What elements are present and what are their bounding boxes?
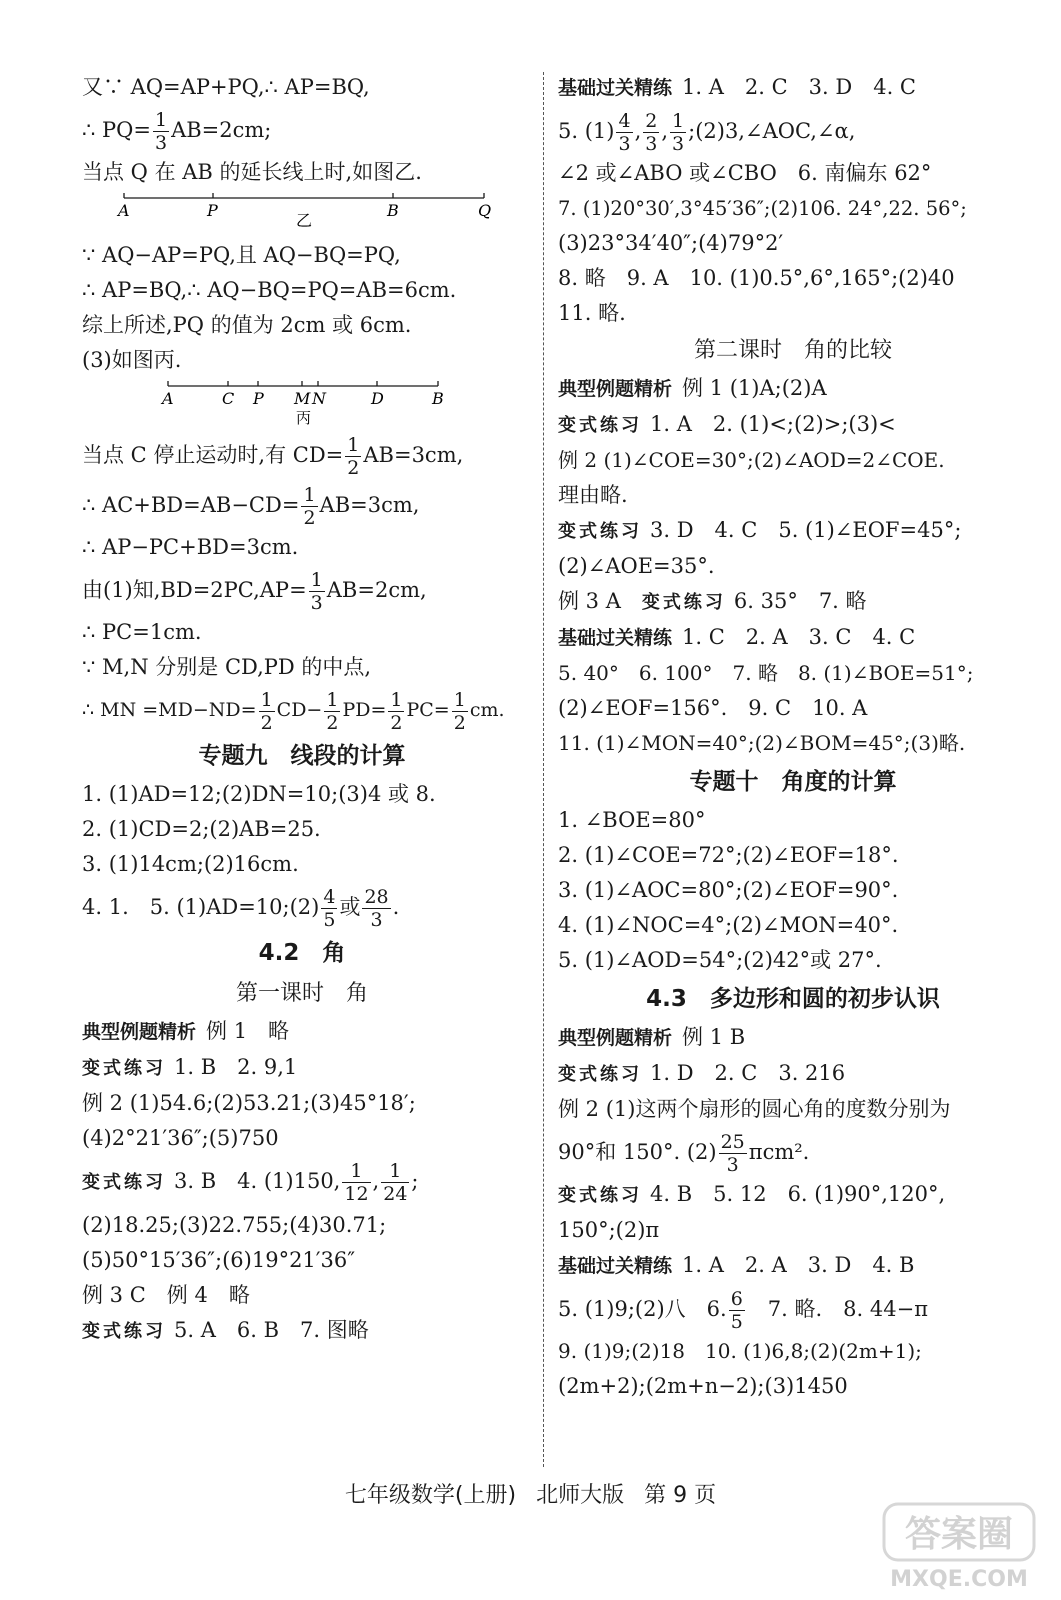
text-line	[82, 1313, 522, 1349]
text-line	[558, 70, 1028, 106]
formula-line	[82, 430, 522, 480]
text-line	[558, 1177, 1028, 1213]
point-label: P	[253, 389, 264, 408]
text-line: (2)∠AOE=35°.	[558, 554, 715, 578]
text-line: 例 2 (1)这两个扇形的圆心角的度数分别为	[558, 1097, 951, 1121]
fraction	[643, 110, 659, 155]
section-label: 变式练习	[558, 521, 642, 542]
text: .	[392, 895, 400, 919]
fraction	[719, 1131, 747, 1176]
text-line: 理由略.	[558, 483, 628, 507]
watermark-logo	[880, 1500, 1040, 1595]
text: 90°和 150°. (2)	[558, 1140, 717, 1164]
text-line: 7. (1)20°30′,3°45′36″;(2)106. 24°,22. 56°;	[558, 197, 967, 220]
fraction	[153, 109, 169, 154]
text-line: ∠2 或∠ABO 或∠CBO 6. 南偏东 62°	[558, 161, 932, 185]
point-label: B	[432, 389, 444, 408]
text-line: 4. (1)∠NOC=4°;(2)∠MON=40°.	[558, 913, 899, 937]
text-line: 5. 40° 6. 100° 7. 略 8. (1)∠BOE=51°;	[558, 661, 974, 685]
text-line	[558, 1056, 1028, 1092]
text-line	[558, 1248, 1028, 1284]
denominator: 24	[383, 1183, 408, 1205]
numerator: 1	[390, 688, 403, 711]
denominator: 2	[303, 507, 316, 529]
text: 例 1 略	[206, 1019, 290, 1043]
numerator: 1	[260, 688, 273, 711]
text-line: 当点 Q 在 AB 的延长线上时,如图乙.	[82, 160, 422, 184]
denominator: 2	[347, 457, 360, 479]
text-line: 3. (1)14cm;(2)16cm.	[82, 852, 299, 876]
text: PC=	[406, 699, 450, 721]
text: ,	[372, 1169, 380, 1193]
text: ∴ AC+BD=AB−CD=	[82, 493, 300, 517]
text: ∴ MN =MD−ND=	[82, 699, 257, 721]
svg-text:MXQE.COM: MXQE.COM	[890, 1567, 1028, 1592]
text-line: 例 3 C 例 4 略	[82, 1283, 250, 1307]
text-line: 1. ∠BOE=80°	[558, 808, 706, 832]
text-line: 2. (1)CD=2;(2)AB=25.	[82, 817, 321, 841]
point-label: Q	[478, 201, 492, 220]
fraction	[301, 484, 317, 529]
text: ,	[661, 119, 669, 143]
text-line: ∴ AP−PC+BD=3cm.	[82, 535, 299, 559]
text: 例 3 A	[558, 589, 621, 613]
text-line	[558, 584, 1028, 620]
left-column	[82, 70, 522, 1349]
text: 1. D 2. C 3. 216	[650, 1061, 846, 1085]
point-label: P	[207, 201, 218, 220]
text: 例 1 (1)A;(2)A	[682, 376, 827, 400]
denominator: 2	[260, 711, 273, 734]
denominator: 2	[390, 711, 403, 734]
denominator: 3	[370, 909, 383, 931]
formula-line	[82, 685, 522, 735]
text: 1. A 2. A 3. D 4. B	[682, 1253, 915, 1277]
numerator: 2	[645, 110, 658, 132]
text-line: 例 2 (1)∠COE=30°;(2)∠AOD=2∠COE.	[558, 448, 945, 472]
denominator: 12	[344, 1183, 369, 1205]
figure-bing	[82, 378, 522, 430]
lesson-heading: 第二课时 角的比较	[693, 338, 892, 363]
figure-caption: 乙	[296, 211, 313, 230]
denominator: 5	[730, 1311, 743, 1333]
numerator: 28	[364, 886, 389, 908]
text-line: 11. (1)∠MON=40°;(2)∠BOM=45°;(3)略.	[558, 731, 966, 755]
numerator: 1	[381, 1160, 409, 1183]
denominator: 2	[453, 711, 466, 734]
text-line	[82, 1050, 522, 1086]
fraction	[309, 569, 325, 614]
text-line	[558, 513, 1028, 549]
text-line: (2m+2);(2m+n−2);(3)1450	[558, 1374, 848, 1398]
text-line	[558, 371, 1028, 407]
text: ;(2)3,∠AOC,∠α,	[688, 119, 856, 143]
book-title: 七年级数学(上册)	[344, 1483, 517, 1508]
segment-diagram	[82, 190, 502, 238]
section-label: 基础过关精练	[558, 1255, 673, 1277]
section-heading: 4.3 多边形和圆的初步认识	[646, 986, 940, 1012]
text: AB=2cm,	[326, 578, 427, 602]
text: 5. (1)	[558, 119, 615, 143]
denominator: 3	[618, 133, 631, 155]
text: 例 1 B	[682, 1025, 746, 1049]
text-line: ∴ AP=BQ,∴ AQ−BQ=PQ=AB=6cm.	[82, 278, 457, 302]
text-line: (3)23°34′40″;(4)79°2′	[558, 231, 784, 255]
text-line: (2)∠EOF=156°. 9. C 10. A	[558, 696, 868, 720]
text-line: 又∵ AQ=AP+PQ,∴ AP=BQ,	[82, 75, 370, 99]
denominator: 3	[726, 1154, 739, 1176]
figure-yi	[82, 190, 522, 238]
fraction	[345, 434, 361, 479]
column-divider	[543, 72, 544, 1467]
text-line: ∵ M,N 分别是 CD,PD 的中点,	[82, 655, 372, 679]
point-label: N	[312, 389, 326, 408]
denominator: 3	[672, 133, 685, 155]
text: 当点 C 停止运动时,有 CD=	[82, 443, 344, 467]
point-label: A	[162, 389, 174, 408]
text-line: (2)18.25;(3)22.755;(4)30.71;	[82, 1213, 387, 1237]
fraction	[729, 1288, 745, 1333]
point-label: A	[118, 201, 130, 220]
fraction	[259, 689, 275, 734]
text: 4. B 5. 12 6. (1)90°,120°,	[650, 1182, 946, 1206]
section-label: 基础过关精练	[558, 627, 673, 649]
right-column	[558, 70, 1028, 1404]
section-heading: 专题九 线段的计算	[198, 743, 406, 769]
segment-diagram	[82, 378, 502, 430]
figure-caption: 丙	[296, 409, 312, 427]
denominator: 3	[154, 132, 168, 154]
section-label: 变式练习	[558, 415, 642, 436]
point-label: M	[294, 389, 311, 408]
fraction	[381, 1160, 409, 1205]
point-label: B	[387, 201, 399, 220]
fraction	[388, 689, 404, 734]
text: 5. A 6. B 7. 图略	[174, 1318, 369, 1342]
numerator: 1	[672, 110, 685, 132]
text: AB=3cm,	[319, 493, 420, 517]
formula-line	[82, 565, 522, 615]
text-line: 150°;(2)π	[558, 1218, 660, 1242]
denominator: 5	[323, 909, 336, 931]
text: 6. 35° 7. 略	[733, 589, 867, 613]
text-line: ∵ AQ−AP=PQ,且 AQ−BQ=PQ,	[82, 243, 401, 267]
text: 1. B 2. 9,1	[174, 1055, 298, 1079]
text: ∴ PQ=	[82, 118, 151, 142]
fraction	[616, 110, 632, 155]
fraction	[324, 689, 340, 734]
numerator: 1	[326, 688, 339, 711]
section-label: 变式练习	[641, 592, 726, 613]
section-label: 基础过关精练	[558, 77, 673, 99]
text-line	[558, 407, 1028, 443]
section-label: 典型例题精析	[82, 1021, 197, 1043]
text: 3. B 4. (1)150,	[174, 1169, 341, 1193]
text: 7. 略. 8. 44−π	[746, 1297, 928, 1321]
text: 1. A 2. C 3. D 4. C	[682, 75, 916, 99]
section-label: 变式练习	[82, 1172, 166, 1193]
numerator: 6	[730, 1288, 743, 1310]
text-line: 2. (1)∠COE=72°;(2)∠EOF=18°.	[558, 843, 899, 867]
fraction	[321, 886, 337, 931]
edition: 北师大版	[536, 1483, 625, 1508]
text: 或	[339, 895, 361, 919]
page-number: 第 9 页	[644, 1483, 717, 1508]
text-line: 9. (1)9;(2)18 10. (1)6,8;(2)(2m+1);	[558, 1339, 922, 1363]
numerator: 4	[618, 110, 631, 132]
text-line: (3)如图丙.	[82, 348, 182, 372]
text-line: 综上所述,PQ 的值为 2cm 或 6cm.	[82, 313, 412, 337]
text-line: 5. (1)∠AOD=54°;(2)42°或 27°.	[558, 948, 882, 972]
formula-line	[82, 480, 522, 530]
watermark-icon	[880, 1500, 1040, 1595]
text-line: 1. (1)AD=12;(2)DN=10;(3)4 或 8.	[82, 782, 436, 806]
text: 4. 1. 5. (1)AD=10;(2)	[82, 895, 320, 919]
text: 1. C 2. A 3. C 4. C	[682, 625, 916, 649]
text: 5. (1)9;(2)八 6.	[558, 1297, 727, 1321]
text: PD=	[342, 699, 387, 721]
text-line: (5)50°15′36″;(6)19°21′36″	[82, 1248, 356, 1272]
numerator: 25	[720, 1131, 745, 1153]
text-line: 8. 略 9. A 10. (1)0.5°,6°,165°;(2)40	[558, 266, 955, 290]
fraction	[670, 110, 686, 155]
numerator: 4	[323, 886, 336, 908]
text: AB=2cm;	[171, 118, 272, 142]
text: 3. D 4. C 5. (1)∠EOF=45°;	[650, 518, 962, 542]
text: AB=3cm,	[363, 443, 464, 467]
numerator: 1	[453, 688, 466, 711]
formula-line	[558, 1127, 1028, 1177]
text: 1. A 2. (1)<;(2)>;(3)<	[650, 412, 896, 436]
section-label: 变式练习	[82, 1058, 166, 1079]
text-line: 11. 略.	[558, 301, 626, 325]
lesson-heading: 第一课时 角	[235, 981, 368, 1006]
formula-line	[82, 105, 522, 155]
point-label: C	[222, 389, 235, 408]
text-line: 3. (1)∠AOC=80°;(2)∠EOF=90°.	[558, 878, 899, 902]
formula-line	[558, 1284, 1028, 1334]
fraction	[362, 886, 390, 931]
text-line	[558, 620, 1028, 656]
section-label: 变式练习	[558, 1064, 642, 1085]
section-heading: 专题十 角度的计算	[689, 769, 897, 795]
point-label: D	[371, 389, 384, 408]
section-label: 变式练习	[82, 1321, 166, 1342]
denominator: 2	[326, 711, 339, 734]
text-line: 例 2 (1)54.6;(2)53.21;(3)45°18′;	[82, 1091, 416, 1115]
text: cm.	[469, 699, 505, 721]
text-line	[82, 1014, 522, 1050]
formula-line	[558, 106, 1028, 156]
text-line	[558, 1020, 1028, 1056]
formula-line	[82, 882, 522, 932]
denominator: 3	[645, 133, 658, 155]
section-label: 典型例题精析	[558, 378, 673, 400]
svg-text:答案圈: 答案圈	[904, 1514, 1014, 1555]
fraction	[452, 689, 468, 734]
text: πcm².	[748, 1140, 810, 1164]
numerator: 1	[154, 109, 168, 131]
numerator: 1	[347, 434, 360, 456]
text: ,	[634, 119, 642, 143]
denominator: 3	[310, 592, 323, 614]
fraction	[342, 1160, 370, 1205]
text-line: ∴ PC=1cm.	[82, 620, 202, 644]
numerator: 1	[310, 569, 323, 591]
numerator: 1	[342, 1160, 370, 1183]
text: CD−	[276, 699, 323, 721]
numerator: 1	[303, 484, 316, 506]
section-heading: 4.2 角	[258, 940, 346, 966]
section-label: 变式练习	[558, 1185, 642, 1206]
text: 由(1)知,BD=2PC,AP=	[82, 578, 307, 602]
text: ;	[411, 1169, 419, 1193]
formula-line	[82, 1156, 522, 1208]
section-label: 典型例题精析	[558, 1027, 673, 1049]
text-line: (4)2°21′36″;(5)750	[82, 1126, 279, 1150]
